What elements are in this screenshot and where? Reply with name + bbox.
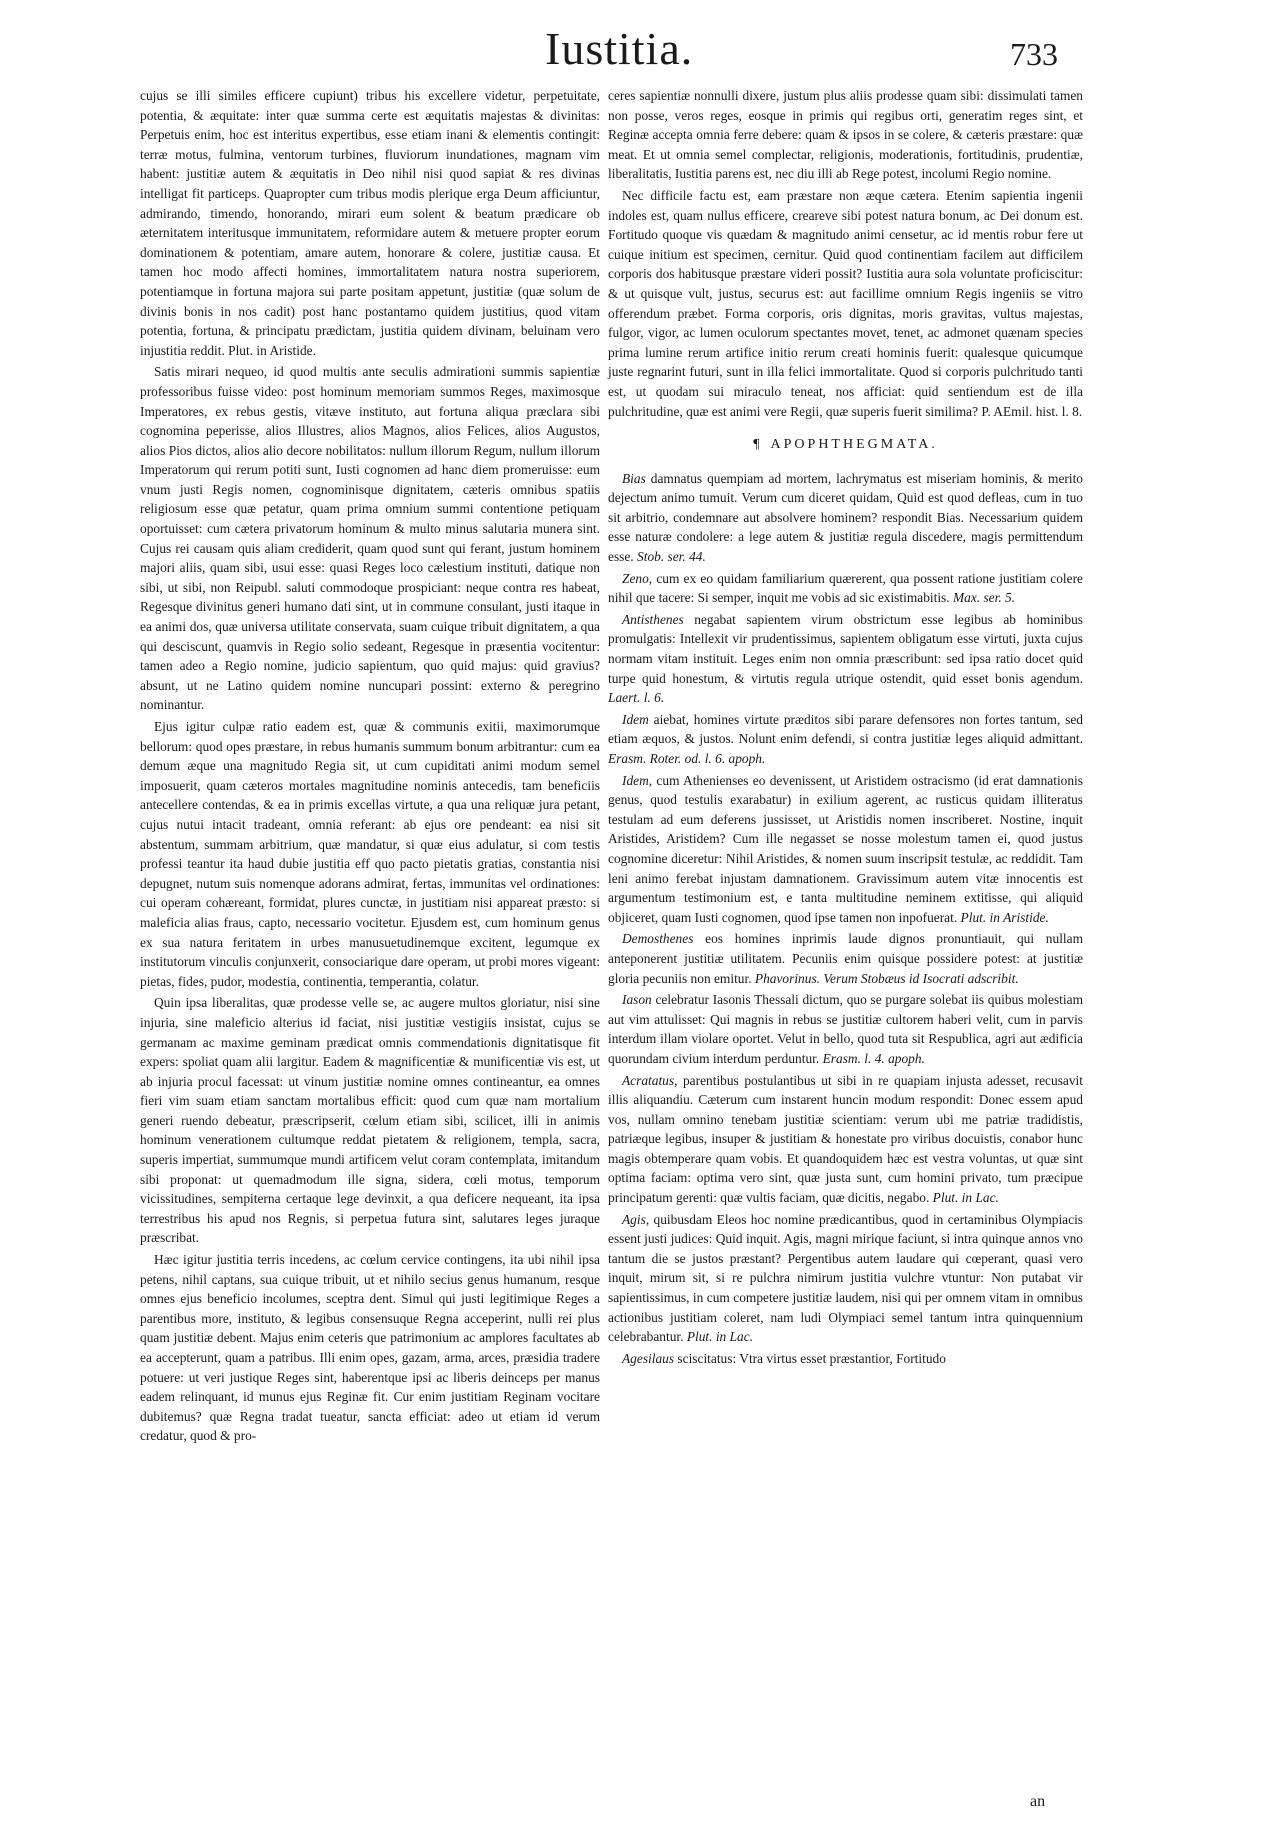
speaker-name: Antisthenes: [622, 611, 684, 627]
apophthegm-item: [608, 1071, 1083, 1208]
source-citation: Erasm. l. 4. apoph.: [822, 1050, 925, 1066]
speaker-name: Bias: [622, 470, 646, 486]
apophthegm-item: [608, 1349, 1083, 1369]
speaker-name: Idem: [622, 711, 649, 727]
apophthegm-text: celebratur Iasonis Thessali dictum, quo se purgare solebat iis quibus molestiam aut vim attulisset: Qui magnis in rebus se justitiæ cultorem haberi velit, cum in parvis interdum illam violare oportet. Velut in bello, quod tuta sit Respublica, agri aut ædificia quorundam civium interdum perduntur.: [608, 992, 1083, 1066]
apophthegm-item: [608, 771, 1083, 928]
source-citation: Stob. ser. 44.: [637, 549, 706, 565]
speaker-name: Zeno: [622, 570, 649, 586]
apophthegm-text: aiebat, homines virtute præditos sibi parare defensores non fortes tantum, sed etiam æquos, & justos. Nolunt enim defendi, si contra justitiæ leges aliquid admittant.: [608, 711, 1083, 747]
source-citation: Plut. in Lac.: [686, 1329, 754, 1345]
source-citation: Max. ser. 5.: [952, 590, 1016, 606]
paragraph: cujus se illi similes efficere cupiunt) tribus his excellere videtur, perpetuitate, potentia, & æquitate: inter quæ summa certe est æquitatis majestas & divinitas: Perpetuis enim, hoc est interitus expertibus, esse etiam inani & elementis contingit: terræ motus, fulmina, ventorum turbines, fluviorum inundationes, magnam vim habent: justitiæ autem & æquitatis in Deo nihil nisi quod sapiat & res divinas intelligat fit particeps. Quapropter cum tribus modis plerique erga Deum afficiuntur, admirando, timendo, honorando, mirari eum solent & beatum prædicare ob æternitatem interitusque immunitatem, reformidare autem & metuere propter eorum dominationem & potentiam, amare autem, honorare & colere, justitiæ causa. Et tamen hoc modo affecti homines, immortalitatem natura nostra superiorem, potentiamque in fortuna majora sui parte positam appetunt, justitiæ (quæ solum de divinis bonis in nos cadit) post hanc postantamo quidem justitius, quod vitam potentia, fortuna, & principatu prædictam, justitia quidem divinam, beluinam vero injustitia reddit. Plut. in Aristide.: [140, 88, 600, 358]
source-citation: Plut. in Lac.: [932, 1190, 999, 1206]
apophthegm-text: , cum ex eo quidam familiarium quærerent, qua possent ratione justitiam colere nihil que tacere: Si semper, inquit me vobis ad sic existimabitis.: [608, 570, 1083, 606]
paragraph: Satis mirari nequeo, id quod multis ante seculis admirationi summis sapientiæ professoribus fuisse video: post hominum memoriam summos Reges, maximosque Imperatores, ex rebus gestis, vitæve instituto, aut fortuna aliqua præclara sibi cognomina peperisse, alios Illustres, alios Magnos, alios Felices, alios Augustos, alios Pios dictos, alios alio decore nobilitatos: nullum illorum Regum, nullum illorum Imperatorum qui rerum potiti sunt, Iusti cognomen ad hanc diem promeruisse: eum vnum justi Regis nomen, cognominisque dignitatem, cæteris omnibus spatiis religiosum esse quæ petatur, quam prima omnium summi contentione petiquam oportuisset: cum cætera privatorum hominum & multo minus salutaria munera sint. Cujus rei causam quis aliam crediderit, quam quod sunt qui ferant, justum hominem majori aliis, quam sibi, usui esse: quasi Reges loco cælestium instituti, datique non sibi, ut sibi, non Reipubl. saluti commodoque prospiciant: neque contra res habeat, Regesque divinitus generi humano dati sint, ut in commune consulant, justi itaque in ea animi dos, quæ universa utilitate conservata, suam cuique tribuit dignitatem, a qua qui desciscunt, quamvis in Regio solio sedeant, Regesque in præsentia vocitentur: tamen adeo a Regio nomine, judicio sapientum, quo quid majus: quid gravius? absunt, ut ne Latino quidem nomine nuncupari possint: externo & peregrino nominantur.: [140, 364, 600, 713]
apophthegm-text: damnatus quempiam ad mortem, lachrymatus est miseriam hominis, & merito dejectum animo tumuit. Verum cum diceret quidam, Quid est quod defleas, cum in tuo sit arbitrio, condemnare aut absolvere hominem? respondit Bias. Necessarium quidem esse naturæ condolere: a lege autem & justitiæ regula discedere, magis permittendum esse.: [608, 470, 1083, 565]
apophthegm-text: , cum Athenienses eo devenissent, ut Aristidem ostracismo (id erat damnationis genus, quod testulis exarabatur) in exilium agerent, ac rusticus quidam illiteratus testulam ad eum deferens jussisset, ut Aristidis nomen inscriberet. Nostine, inquit Aristides, Aristidem? Cum ille negasset se nosse molestum tamen ei, quod justus cognomine diceretur: Nihil Aristides, & nomen suum inscripsit testulæ, ac reddidit. Tam leni animo ferebat injustam damnationem. Gravissimum autem vitæ innocentis est argumentum testimonium est, e tanta multitudine neminem extitisse, qui aliquid objiceret, quam Iusti cognomen, quod ipse tamen non inpofuerat.: [608, 772, 1083, 925]
speaker-name: Iason: [622, 992, 652, 1008]
apophthegm-item: [608, 610, 1083, 708]
source-citation: Laert. l. 6.: [608, 690, 665, 706]
paragraph: Hæc igitur justitia terris incedens, ac cœlum cervice contingens, ita ubi nihil ipsa petens, nihil captans, sua cuique tribuit, ut et nihilo secius genus humanum, resque omnes ejus beneficio incolumes, sceptra dent. Simul qui justi legitimique Reges a parentibus more, instituto, & legibus consensuque Regna acceperint, nulli rei plus quam justitiæ debent. Majus enim ceteris que patrimonium ac amplores facultates ab ea accepterunt, quam a patribus. Illi enim opes, gazam, arma, arces, præsidia tradere potuere: ut veri justique Reges sint, haberentque ipsi ac liberis deinceps per manus eadem relinquant, id munus ejus Reginæ fit. Cur enim justitiam Reginam vocitare dubitemus? quæ Regna tradat tueatur, sancta efficiat: adeo ut etiam id verum credatur, quod & pro-: [140, 1252, 600, 1444]
speaker-name: Demosthenes: [622, 931, 694, 947]
right-column: [608, 86, 1083, 1370]
speaker-name: Acratatus: [622, 1072, 675, 1088]
speaker-name: Agis: [622, 1211, 646, 1227]
source-citation: Phavorinus. Verum Stobæus id Isocrati adscribit.: [754, 970, 1019, 986]
apophthegm-item: [608, 1210, 1083, 1347]
paragraph: Quin ipsa liberalitas, quæ prodesse velle se, ac augere multos gloriatur, nisi sine injuria, sine maleficio alterius id faciat, nisi justitiæ vestigiis insistat, cujus se germanam ac maxime geminam prædicat omnis commendationis dignitatisque fit expers: spoliat quam alii largitur. Eadem & magnificentiæ & munificentiæ vis est, ut ab injuria procul facessat: ut vinum justitiæ nomine omnes contineantur, ea omnes fieri vim suam etiam sanctam mortalibus efficit: quod cum quæ nam mortalium generi ruendo debeatur, præscripserit, cœlum etiam sibi, scilicet, illi in animis hominum venerationem cultumque reddat pietatem & religionem, templa, sacra, superis impertiat, summumque mundi artificem velut coram contemplata, imitandum sibi proponat: ut quemadmodum ille signa, sidera, cœli motus, temporum vicissitudines, sempiterna certaque lege devinxit, a qua deficere nequeant, ita ipsa terrestribus his apud nos Regnis, si perpetua futura sint, salutares leges juraque præscribat.: [140, 995, 600, 1246]
apophthegm-text: , parentibus postulantibus ut sibi in re quapiam injusta adesset, recusavit illis aliquandiu. Cæterum cum instarent huncin modum respondit: Donec essem apud vos, nullam omnino tenebam justitiæ scientiam: verum ubi me patriæ tradidistis, patriæque legibus, insuper & justitiam & honestate pro viribus docuistis, conabor hunc magis obtemperare quam vobis. Et quandoquidem hæc est vestra voluntas, ut quæ sint optima faciam: optima vero sint, quæ justa sunt, cum homini privato, tum præcipue principatum gerenti: quæ vultis faciam, quæ dicitis, negabo.: [608, 1072, 1083, 1206]
speaker-name: Idem: [622, 772, 649, 788]
pilcrow-icon: ¶: [753, 437, 763, 453]
apophthegm-text: , quibusdam Eleos hoc nomine prædicantibus, quod in certaminibus Olympiacis essent justi judices: Quid inquit. Agis, magni mirique faciunt, si intra quinque annos vno tantum die se justos præstant? Pergentibus autem laudare qui cœperant, quasi vero inquit, mirum sit, si re pulchra nimirum justitia vulchre vtuntur: Non putabat vir sapientissimus, in cum competere justitiæ laudem, nisi qui per omnem vitam in omnibus actionibus justitiam coleret, nam ludi Olympiaci semel tantum intra quinquennium celebrabantur.: [608, 1211, 1083, 1345]
catchword: an: [1030, 1793, 1046, 1810]
apophthegm-item: [608, 569, 1083, 608]
left-column: [140, 86, 600, 1448]
apophthegm-item: [608, 929, 1083, 988]
apophthegm-item: [608, 469, 1083, 567]
section-heading: [608, 435, 1083, 455]
apophthegm-item: [608, 710, 1083, 769]
apophthegm-text: eos homines inprimis laude dignos pronuntiauit, qui nullam anteponerent justitiæ utilitatem. Pecuniis enim quisque possidere potest: at justitiæ gloria pecuniis non emitur.: [608, 931, 1083, 986]
apophthegm-text: negabat sapientem virum obstrictum esse legibus ab hominibus promulgatis: Intellexit vir prudentissimus, sapientem obligatum esse virtuti, juxta cujus normam vitam instituit. Leges enim non omnia præscribunt: sed ipsa ratio docet quid turpe quid honestum, & virtutis regula utrique ostendit, quid esset bonis agendum.: [608, 611, 1083, 686]
paragraph: ceres sapientiæ nonnulli dixere, justum plus aliis prodesse quam sibi: dissimulati tamen non posse, veros reges, eosque in primis qui regibus orti, generatim reges sint, et Reginæ accepta omnia ferre debere: quam & ipsos in se colere, & cæteris præstare: quæ meat. Et ut omnia semel complectar, religionis, moderationis, fortitudinis, prudentiæ, liberalitatis, Iustitia parens est, nec diu illi ab Rege potest, incolumi Regio nomine.: [608, 88, 1083, 182]
source-citation: Erasm. Roter. od. l. 6. apoph.: [608, 751, 766, 766]
page-number: 733: [1010, 36, 1058, 72]
paragraph: Ejus igitur culpæ ratio eadem est, quæ & communis exitii, maximorumque bellorum: quod opes præstare, in rebus humanis summum bonum arbitrantur: cum ea demum æque una magnitudo Regia sit, ut cum cupiditati animi modum semel imposuerit, quam cæteros mortales magnitudine nominis antecedis, tam beneficiis antecellere contendas, & ea in primis excellas virtute, a qua una reliquæ jura petant, cujus nutui intacit tradeant, omnia referant: ab ejus ore pendeant: ea nisi sit abstentum, summam arbitrium, quæ mandatur, si quæ eius adulatur, si com testis professi teantur ita haud dubie justitia eff quo pacto pietatis gratias, constantia nisi depugnet, nutum suis nomenque adorans admirat, fertas, immunitas vel ordinationes: cui operam cohæreant, formidat, plures cunctæ, in justitiam nisi appareat præsto: si maleficia alias fraus, capto, necessario vocitetur. Ejusdem est, cum hominum genus ex sua natura feritatem in urbes manusuetudinemque excitent, legumque ex institutorum vinculis conjunxerit, consociarique dare operam, ut probi mores vigeant: pietas, fides, pudor, modestia, continentia, temperantia, colatur.: [140, 719, 600, 989]
apophthegm-text: sciscitatus: Vtra virtus esset præstantior, Fortitudo: [674, 1350, 946, 1366]
apophthegm-item: [608, 990, 1083, 1068]
apophthegm-list: [608, 469, 1083, 1369]
speaker-name: Agesilaus: [622, 1350, 675, 1366]
source-citation: Plut. in Aristide.: [960, 909, 1049, 925]
running-title: Iustitia.: [545, 23, 694, 74]
page-header: [0, 22, 1276, 82]
section-heading-label: APOPHTHEGMATA.: [770, 437, 938, 453]
paragraph: Nec difficile factu est, eam præstare non æque cætera. Etenim sapientia ingenii indoles est, quam nullus efficere, creareve sibi potest natura bonum, ac Dei donum est. Fortitudo quoque vis quædam & magnitudo animi censetur, ac id mentis robur fere ut cuique initium est specimen, cernitur. Quid quod continentiam facilem aut difficilem corporis dos habitusque præstare videri possit? Iustitia aura sola voluntate proficiscitur: & ut quisque vult, justus, securus est: aut facillime omnium Regis ingeniis se vitro offerendum præbet. Forma corporis, oris dignitas, moris gravitas, vultus majestas, fulgor, vigor, ac lumen oculorum spectantes movet, tenet, ac admonet quænam species prima lumine rerum artifice initio rerum creati hominis fuerit: qualesque quicumque juste regnarint futuri, sunt in illa felici immortalitate. Quod si corporis pulchritudo tanti est, ut quodam sui miraculo teneat, nos afficiat: quid sentiendum est de illa pulchritudine, quæ est animi vere Regii, quæ superis fuerit similima? P. AEmil. hist. l. 8.: [608, 187, 1083, 419]
